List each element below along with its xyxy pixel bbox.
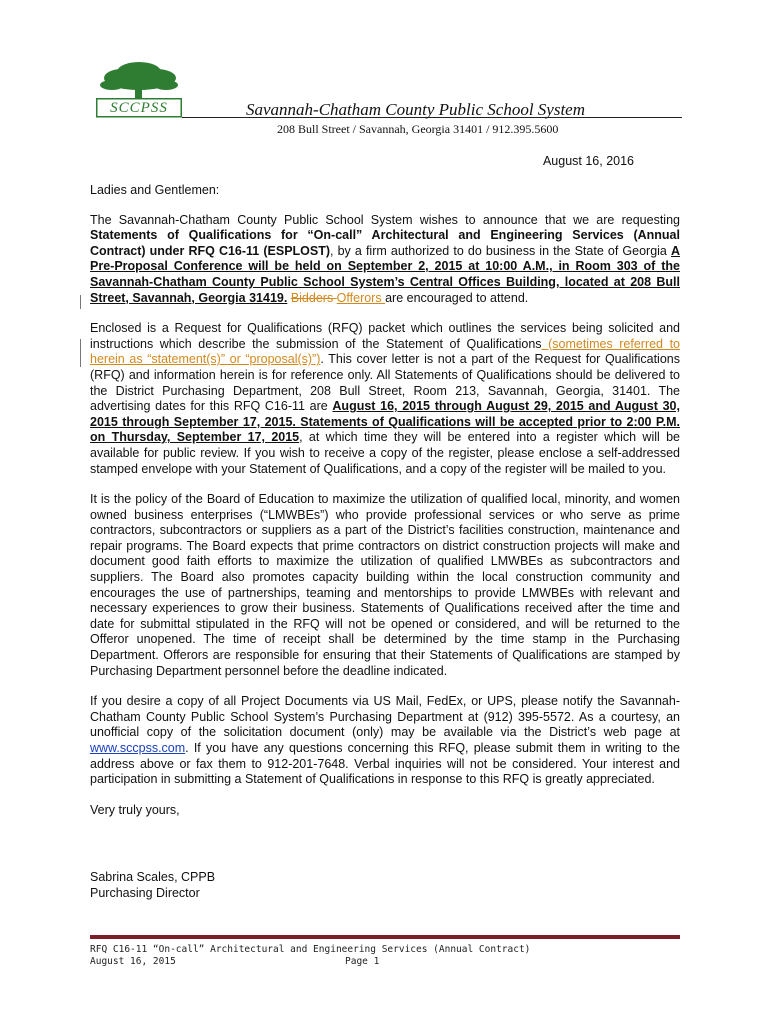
paragraph-3: It is the policy of the Board of Education to maximize the utilization of qualified local, minority, and women owned business enterprises (“LMWBEs”) who provide professional services or who serve as prime contractors, subcontractors or suppliers as a part of the District’s facilities construction, maintenance and repair programs. The Board expects that prime contractors on district construction projects will make and document good faith efforts to maximize the utilization of qualified LMWBEs as subcontractors and suppliers. The Board also promotes capacity building within the local construction community and encourages the use of partnerships, teaming and mentorships to provide LMWBEs with relevant and necessary experiences to grow their business. Statements of Qualifications received after the time and date for submittal stipulated in the RFQ will not be opened or considered, and will be returned to the Offeror unopened. The time of receipt shall be determined by the time stamp in the Purchasing Department. Offerors are responsible for ensuring that their Statements of Qualifications are stamped by Purchasing Department personnel before the deadline indicated. — [90, 492, 680, 678]
page-number: Page 1 — [345, 956, 380, 967]
org-address: 208 Bull Street / Savannah, Georgia 31401 / 912.395.5600 — [277, 122, 559, 136]
website-link[interactable]: www.sccpss.com — [90, 741, 186, 755]
header-rule — [182, 117, 682, 118]
salutation: Ladies and Gentlemen: — [90, 183, 220, 197]
page-footer — [90, 944, 530, 968]
org-name: Savannah-Chatham County Public School System — [246, 100, 586, 119]
paragraph-4: If you desire a copy of all Project Documents via US Mail, FedEx, or UPS, please notify the Savannah-Chatham County Public School System’s Purchasing Department at (912) 395-5572. As a courtesy, an unofficial copy of the solicitation document (only) may be available via the District’s web page at www.sccpss.com. If you have any questions concerning this RFQ, please submit them in writing to the address above or fax them to 912-201-7648. Verbal inquiries will not be considered. Your interest and participation in submitting a Statement of Qualifications in response to this RFQ is greatly appreciated. — [90, 694, 680, 787]
change-bar — [80, 295, 81, 309]
inserted-text: (sometimes referred to herein as “statement(s)” or “proposal(s)”) — [90, 336, 680, 367]
letter-date: August 16, 2016 — [542, 154, 634, 168]
signer-name: Sabrina Scales, CPPB — [90, 870, 216, 884]
signer-title: Purchasing Director — [90, 886, 200, 900]
footer-title: RFQ C16-11 “On-call” Architectural and Engineering Services (Annual Contract) — [90, 944, 531, 955]
inserted-text: Offerors — [336, 290, 386, 305]
letter-body — [90, 183, 680, 833]
paragraph-2: Enclosed is a Request for Qualifications (RFQ) packet which outlines the services being solicited and instructions which describe the submission of the Statement of Qualifications (sometimes referred to herein as “statement(s)” or “proposal(s)”). This cover letter is not a part of the Request for Qualifications (RFQ) and information herein is for reference only. All Statements of Qualifications should be delivered to the District Purchasing Department, 208 Bull Street, Room 213, Savannah, Georgia, 31401. The advertising dates for this RFQ C16-11 are August 16, 2015 through August 29, 2015 and August 30, 2015 through September 17, 2015. Statements of Qualifications will be accepted prior to 2:00 P.M. on Thursday, September 17, 2015, at which time they will be entered into a register which will be available for public review. If you wish to receive a copy of the register, please enclose a self-addressed stamped envelope with your Statement of Qualifications, and a copy of the register will be mailed to you. — [90, 321, 680, 476]
deleted-text: Bidders — [290, 290, 337, 305]
footer-date: August 16, 2015 — [90, 956, 176, 967]
closing: Very truly yours, — [90, 802, 180, 817]
sccpss-logo — [94, 58, 184, 120]
logo-text: SCCPSS — [110, 100, 168, 116]
signature-block — [90, 869, 215, 901]
change-bar — [80, 339, 81, 367]
footer-rule — [90, 935, 680, 939]
paragraph-1: The Savannah-Chatham County Public School System wishes to announce that we are requesting Statements of Qualifications for “On-call” Architectural and Engineering Services (Annual Contract) under RFQ C16-11 (ESPLOST), by a firm authorized to do business in the State of Georgia A Pre-Proposal Conference will be held on September 2, 2015 at 10:00 A.M., in Room 303 of the Savannah-Chatham County Public School System’s Central Offices Building, located at 208 Bull Street, Savannah, Georgia 31419. Bidders Offerors are encouraged to attend. — [90, 212, 681, 305]
